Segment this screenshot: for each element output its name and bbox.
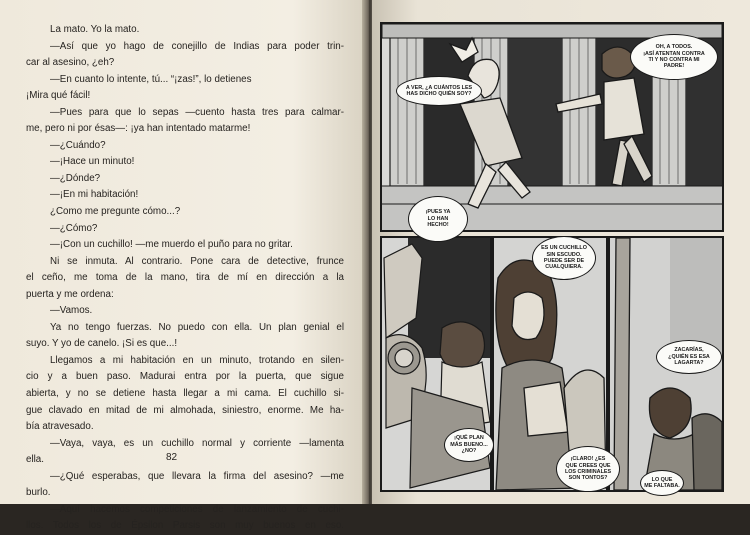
bubble-line: LO QUE — [651, 476, 673, 483]
text-line: —Así que yo hago de conejillo de Indias para poder trin- — [50, 40, 344, 52]
text-line: burlo. — [26, 487, 51, 499]
bubble-line: ¿QUIÉN ES ESA — [668, 353, 710, 360]
bubble-line: ¿NO? — [461, 448, 477, 455]
text-line: el ceño, me toma de la mano, tira de mí en dirección a la — [26, 272, 344, 284]
text-line: Llegamos a mi habitación en un minuto, trotando en silen- — [50, 354, 344, 366]
text-line: —Vaya, vaya, es un cuchillo normal y corriente —lamenta — [50, 437, 344, 449]
speech-bubble-lo-que — [640, 470, 684, 496]
bubble-line: MÁS BUENO... — [450, 441, 488, 448]
text-line: —¿Cómo? — [50, 222, 98, 234]
text-line: Ni se inmuta. Al contrario. Pone cara de detective, frunce — [50, 255, 344, 267]
bubble-line: LAGARTA? — [674, 360, 704, 367]
text-line: —¡Con un cuchillo! —me muerdo el puño para no gritar. — [50, 239, 293, 251]
bubble-line: ¡CLARO! ¿ES — [570, 456, 606, 463]
bubble-line: LOS CRIMINALES — [564, 469, 612, 475]
text-line: —Vamos. — [50, 305, 93, 317]
text-line: abierta, y no se detiene hasta llegar a mi cama. El cuchillo si- — [26, 388, 344, 400]
bubble-line: ¡QUÉ PLAN — [454, 435, 484, 442]
speech-bubble-a-ver — [396, 76, 482, 106]
text-line: suyo. Y yo de canelo. ¡Si es que...! — [26, 338, 178, 350]
text-line: me, pero ni por ésas—: ¡ya han intentado matarme! — [26, 123, 251, 135]
text-line: —En cuanto lo intente, tú... “¡zas!”, lo detienes — [50, 73, 252, 85]
speech-bubble-que-plan — [444, 428, 494, 462]
text-line: puerta y me ordena: — [26, 288, 114, 300]
text-line: ¿Como me pregunte cómo...? — [50, 206, 181, 218]
text-line: —Pues para que lo sepas —cuento hasta tres para calmar- — [50, 106, 344, 118]
text-line: ella. — [26, 454, 44, 466]
text-line: —¡En mi habitación! — [50, 189, 139, 201]
bubble-line: ¡ASÍ ATENTAN CONTRA — [643, 50, 705, 57]
bubble-line: CUALQUIERA. — [545, 264, 583, 271]
bubble-line: HAS DICHO QUIÉN SOY? — [406, 91, 472, 97]
bubble-line: PUEDE SER DE — [543, 258, 585, 264]
speech-bubble-zacarias — [656, 340, 722, 374]
text-line: —¡Hace un minuto! — [50, 156, 135, 168]
speech-bubble-es-un-cuchillo — [532, 236, 596, 280]
bubble-line: HECHO! — [427, 222, 449, 229]
text-line: —Aquí hacemos competiciones de lanzamiento de cuchi- — [50, 503, 344, 515]
bubble-line: SON TONTOS? — [568, 475, 608, 482]
bubble-line: ZACARÍAS, — [674, 347, 704, 354]
page-number: 82 — [166, 452, 178, 463]
bubble-line: PADRE! — [663, 63, 685, 70]
text-line: llos. Todos los de Épsilon Parsis son muy buenos en eso. — [26, 520, 344, 532]
text-line: cio y a buen paso. Madurai entra por la puerta, que sigue — [26, 371, 344, 383]
bubble-line: SIN ESCUDO. — [546, 251, 582, 258]
text-line: ¡Mira qué fácil! — [26, 90, 91, 102]
text-line: Ya no tengo fuerzas. No puedo con ella. Un plan genial el — [50, 321, 344, 333]
text-line: —¿Cuándo? — [50, 139, 106, 151]
text-line: —¿Qué esperabas, que llevara la firma del asesino? —me — [50, 470, 344, 482]
bubble-line: LO HAN — [427, 215, 449, 222]
speech-bubble-pues-ya — [408, 196, 468, 242]
text-line: bía atravesado. — [26, 421, 94, 433]
bubble-line: OH, A TODOS. — [655, 44, 693, 51]
text-line: gue clavado en mitad de mi almohada, siniestro, enorme. Me ha- — [26, 404, 344, 416]
speech-bubble-claro — [556, 446, 620, 492]
text-line: —¿Dónde? — [50, 172, 101, 184]
bubble-line: ME FALTABA. — [644, 483, 680, 489]
bubble-line: A VER, ¿A CUÁNTOS LES — [405, 84, 473, 91]
text-line: La mato. Yo la mato. — [50, 24, 140, 35]
bubble-line: TI Y NO CONTRA MI — [648, 57, 700, 63]
text-line: car al asesino, ¿eh? — [26, 57, 115, 69]
speech-bubble-oh-a-todos — [630, 34, 718, 80]
bubble-line: QUE CREES QUE — [565, 462, 611, 469]
bubble-line: ¡PUES YA — [425, 209, 451, 216]
bubble-line: ES UN CUCHILLO — [541, 245, 587, 252]
